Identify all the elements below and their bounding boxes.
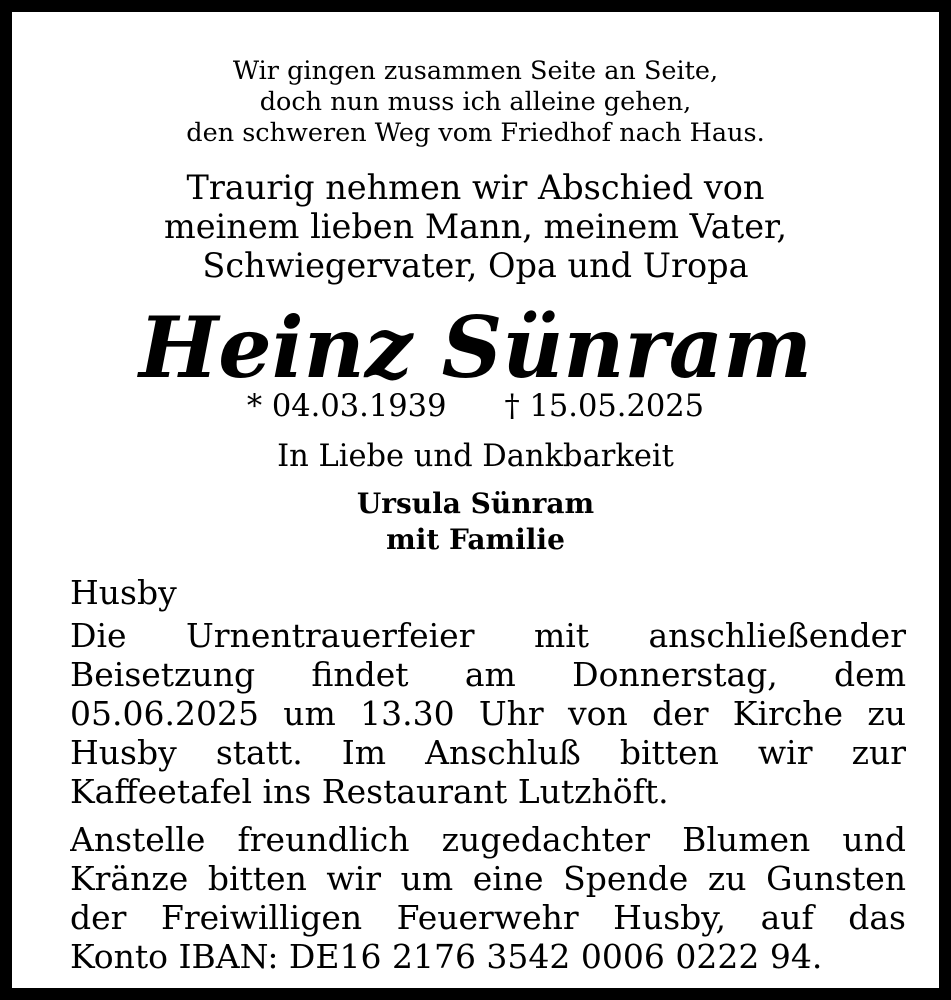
verse-line: Wir gingen zusammen Seite an Seite, (232, 56, 719, 86)
donation-paragraph (70, 820, 906, 976)
paragraph-line: Husby statt. Im Anschluß bitten wir zur (70, 733, 906, 772)
paragraph-line: der Freiwilligen Feuerwehr Husby, auf das (70, 898, 906, 937)
paragraph-line: Kränze bitten wir um eine Spende zu Gunsten (70, 859, 906, 898)
farewell-intro (12, 168, 939, 285)
life-dates (12, 388, 939, 426)
signer-name: Ursula Sünram (356, 487, 595, 520)
paragraph-line: Kaffeetafel ins Restaurant Lutzhöft. (70, 772, 669, 811)
gratitude-line: In Liebe und Dankbarkeit (277, 439, 674, 474)
intro-line: Schwiegervater, Opa und Uropa (202, 246, 749, 285)
paragraph-line: Beisetzung findet am Donnerstag, dem (70, 655, 906, 694)
signers (12, 486, 939, 558)
memorial-verse (12, 56, 939, 149)
birth-date: * 04.03.1939 (246, 389, 447, 424)
verse-line: doch nun muss ich alleine gehen, (259, 87, 692, 117)
place-name: Husby (70, 573, 177, 612)
paragraph-line: Anstelle freundlich zugedachter Blumen und (70, 820, 906, 859)
signer-family: mit Familie (386, 523, 565, 556)
paragraph-line: Konto IBAN: DE16 2176 3542 0006 0222 94. (70, 937, 823, 976)
intro-line: meinem lieben Mann, meinem Vater, (163, 207, 788, 246)
death-date: † 15.05.2025 (504, 389, 705, 424)
deceased-name: Heinz Sünram (138, 298, 813, 397)
verse-line: den schweren Weg vom Friedhof nach Haus. (186, 118, 765, 148)
paragraph-line: Die Urnentrauerfeier mit anschließender (70, 616, 906, 655)
paragraph-line: 05.06.2025 um 13.30 Uhr von der Kirche zu (70, 694, 906, 733)
intro-line: Traurig nehmen wir Abschied von (186, 168, 765, 207)
ceremony-paragraph (70, 616, 906, 811)
